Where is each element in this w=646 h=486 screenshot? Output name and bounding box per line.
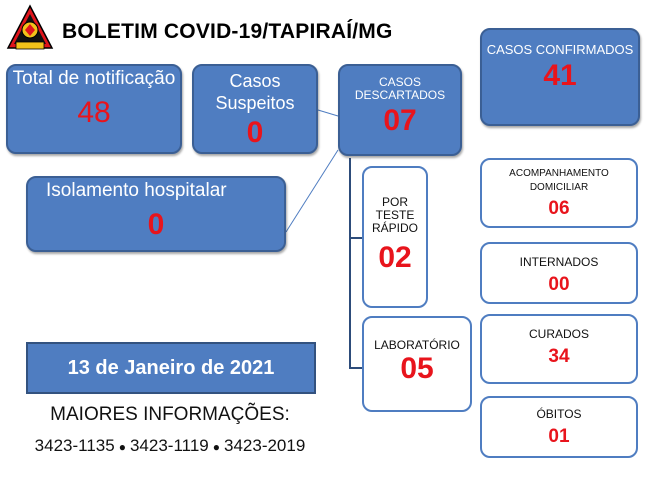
total-notificacao-value: 48 [77, 96, 111, 129]
casos-descartados-card [338, 64, 462, 156]
isolamento-hospitalar-label: Isolamento hospitalar [46, 180, 227, 201]
curados-label: CURADOS [528, 327, 589, 341]
obitos-card [480, 396, 638, 458]
phone-list [0, 436, 340, 456]
isolamento-hospitalar-value: 0 [147, 208, 165, 241]
bullet-separator: ● [118, 440, 126, 454]
acompanhamento-label: ACOMPANHAMENTO DOMICILIAR [509, 168, 609, 193]
casos-descartados-label: CASOS DESCARTADOS [354, 75, 446, 102]
laboratorio-card [362, 316, 472, 412]
obitos-label: ÓBITOS [536, 407, 582, 421]
curados-value: 34 [548, 346, 570, 367]
phone-number: 3423-2019 [224, 436, 306, 455]
curados-card [480, 314, 638, 384]
casos-confirmados-card [480, 28, 640, 126]
internados-card [480, 242, 638, 304]
acompanhamento-value: 06 [548, 198, 570, 219]
bulletin-date-text: 13 de Janeiro de 2021 [67, 356, 275, 379]
internados-label: INTERNADOS [519, 255, 599, 269]
more-info-heading: MAIORES INFORMAÇÕES: [50, 404, 290, 425]
casos-confirmados-label: CASOS CONFIRMADOS [486, 42, 634, 57]
teste-rapido-value: 02 [378, 241, 412, 274]
bullet-separator: ● [212, 440, 220, 454]
acompanhamento-domiciliar-card [480, 158, 638, 228]
casos-suspeitos-card [192, 64, 318, 154]
casos-suspeitos-value: 0 [246, 116, 264, 149]
casos-descartados-value: 07 [383, 104, 417, 137]
isolamento-hospitalar-card [26, 176, 286, 252]
phone-number: 3423-1119 [129, 436, 209, 455]
casos-suspeitos-label: Casos Suspeitos [215, 71, 295, 113]
internados-value: 00 [548, 274, 570, 295]
teste-rapido-label: POR TESTE RÁPIDO [371, 195, 418, 235]
obitos-value: 01 [548, 426, 570, 447]
laboratorio-label: LABORATÓRIO [374, 338, 460, 352]
bulletin-date [26, 342, 316, 394]
laboratorio-value: 05 [400, 352, 434, 385]
phone-number: 3423-1135 [34, 436, 115, 455]
total-notificacao-card [6, 64, 182, 154]
total-notificacao-label: Total de notificação [12, 68, 176, 89]
casos-confirmados-value: 41 [543, 59, 577, 92]
teste-rapido-card [362, 166, 428, 308]
page-title: BOLETIM COVID-19/TAPIRAÍ/MG [62, 20, 393, 43]
